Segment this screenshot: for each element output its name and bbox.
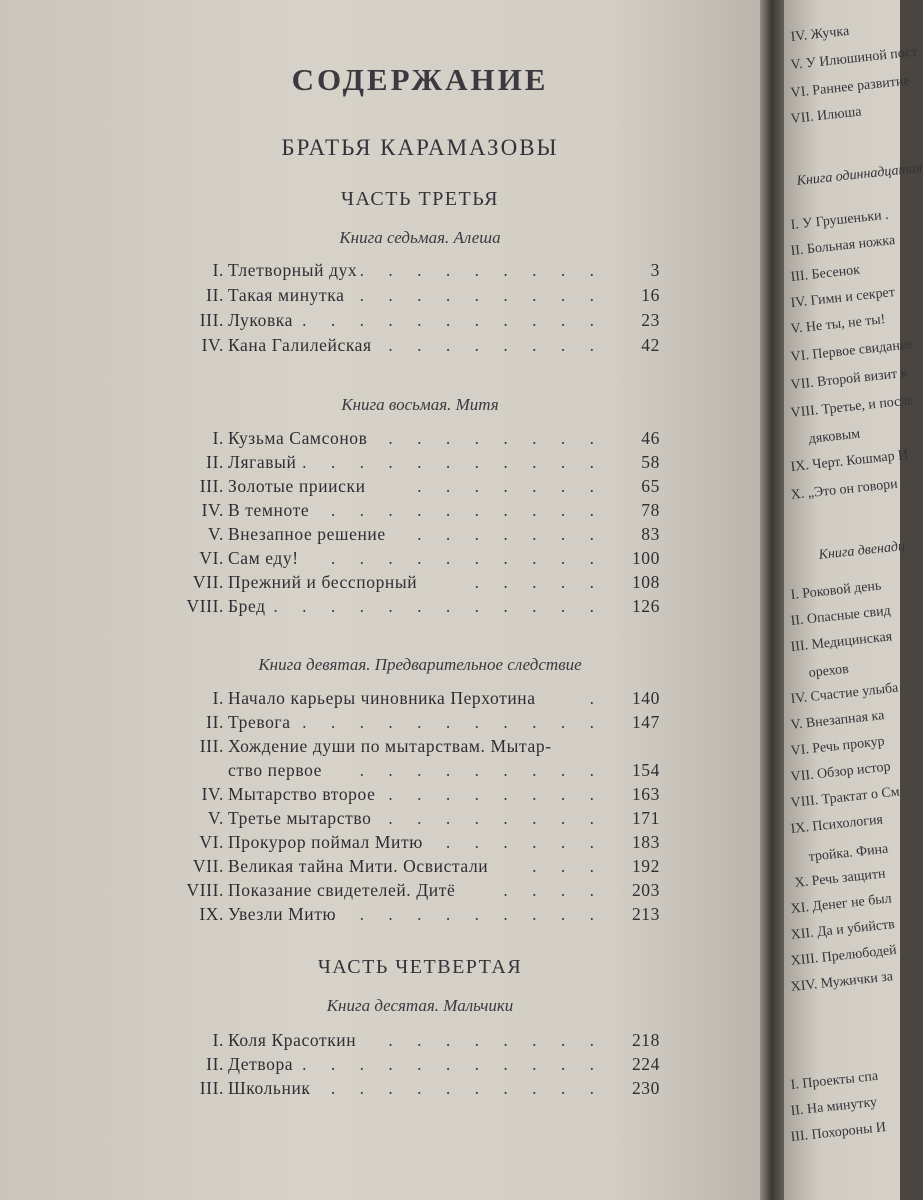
toc-entry: II. Детвора . . . . . . . . . . . 224 xyxy=(206,1054,660,1074)
facing-fragment: III. Похороны И xyxy=(790,1119,887,1145)
facing-fragment: дяковым xyxy=(808,426,861,447)
book-heading: Книга седьмая. Алеша xyxy=(339,228,501,247)
toc-entry: IV. Кана Галилейская . . . . . . . . 42 xyxy=(201,335,660,355)
facing-fragment: XIII. Прелюбодей xyxy=(790,942,898,969)
book-heading: Книга десятая. Мальчики xyxy=(326,996,514,1015)
facing-fragment: VI. Речь прокур xyxy=(790,734,886,759)
facing-fragment: II. Опасные свид xyxy=(790,603,892,629)
toc-entry: III. Золотые прииски . . . . . . . 65 xyxy=(199,476,660,496)
facing-fragment: XII. Да и убийств xyxy=(790,917,896,943)
facing-fragment: IV. Счастие улыба xyxy=(790,680,900,707)
toc-entry: VI. Сам еду! . . . . . . . . . . 100 xyxy=(199,548,660,568)
toc-entry: III. Хождение души по мытарствам. Мытар- xyxy=(199,736,552,756)
facing-fragment: X. Речь защитн xyxy=(794,866,887,891)
facing-fragment: VIII. Третье, и после xyxy=(790,393,915,421)
facing-fragment: I. У Грушеньки . xyxy=(790,207,890,233)
facing-fragment: VII. Второй визит к xyxy=(790,365,909,393)
toc-entry: V. Внезапное решение . . . . . . . 83 xyxy=(208,524,660,544)
part-heading: ЧАСТЬ ТРЕТЬЯ xyxy=(340,188,500,210)
facing-fragment: II. На минутку xyxy=(790,1094,878,1119)
facing-fragment: VIII. Трактат о См xyxy=(790,784,901,811)
book-heading: Книга девятая. Предварительное следствие xyxy=(258,655,582,674)
facing-fragment: орехов xyxy=(808,661,850,681)
facing-fragment: III. Бесенок xyxy=(790,262,861,285)
book-gutter xyxy=(760,0,786,1200)
book-page-right xyxy=(784,0,923,1200)
toc-entry: VIII. Показание свидетелей. Дитё . . . . 203 xyxy=(186,880,660,900)
facing-fragment: Книга одиннадцатая xyxy=(796,160,923,189)
toc-entry: VII. Великая тайна Мити. Освистали . . . 192 xyxy=(192,856,660,876)
toc-entry: I. Коля Красоткин . . . . . . . . 218 xyxy=(212,1030,660,1050)
facing-fragment: I. Роковой день xyxy=(790,578,882,603)
facing-fragment: XIV. Мужички за xyxy=(790,969,894,995)
toc-entry: I. Начало карьеры чиновника Перхотина . 140 xyxy=(212,688,660,708)
toc-entry: III. Луковка . . . . . . . . . . . 23 xyxy=(199,310,660,330)
toc-entry: II. Тревога . . . . . . . . . . . 147 xyxy=(206,712,660,732)
facing-fragment: I. Проекты спа xyxy=(790,1068,879,1093)
facing-fragment: VI. Раннее развитие xyxy=(790,73,911,101)
facing-fragment: V. Внезапная ка xyxy=(790,708,886,733)
toc-entry: II. Такая минутка . . . . . . . . . 16 xyxy=(206,285,660,305)
toc-entry: II. Лягавый . . . . . . . . . . . 58 xyxy=(206,452,660,472)
toc-entry: IX. Увезли Митю . . . . . . . . . . 213 xyxy=(199,904,660,924)
toc-entry: I. Кузьма Самсонов . . . . . . . . 46 xyxy=(212,428,660,448)
facing-fragment: IV. Гимн и секрет xyxy=(790,285,896,311)
book-heading: Книга восьмая. Митя xyxy=(341,395,499,414)
facing-fragment: IX. Черт. Кошмар И xyxy=(790,447,909,475)
toc-entry: IV. В темноте . . . . . . . . . . 78 xyxy=(201,500,660,520)
facing-fragment: III. Медицинская xyxy=(790,629,893,655)
toc-entry: VII. Прежний и бесспорный . . . . . 108 xyxy=(192,572,660,592)
facing-fragment: VI. Первое свидание xyxy=(790,337,915,365)
part-heading: ЧАСТЬ ЧЕТВЕРТАЯ xyxy=(317,956,523,978)
facing-fragment: тройка. Фина xyxy=(808,841,889,865)
toc-entry: ство первое . . . . . . . . . 154 xyxy=(228,760,660,780)
toc-entry: III. Школьник . . . . . . . . . . . 230 xyxy=(199,1078,660,1098)
toc-entry: V. Третье мытарство . . . . . . . . 171 xyxy=(208,808,660,828)
facing-fragment: V. Не ты, не ты! xyxy=(790,312,887,337)
contents-title: СОДЕРЖАНИЕ xyxy=(291,62,549,97)
facing-fragment: II. Больная ножка xyxy=(790,233,896,259)
facing-fragment: VII. Обзор истор xyxy=(790,759,892,785)
facing-fragment: X. „Это он говори xyxy=(790,476,899,503)
facing-fragment: VII. Илюша xyxy=(790,104,863,127)
facing-fragment: Книга двенадц xyxy=(818,538,906,563)
facing-fragment: IX. Психология xyxy=(790,812,884,837)
toc-entry: I. Тлетворный дух . . . . . . . . . 3 xyxy=(212,260,660,280)
toc-entry: VIII. Бред . . . . . . . . . . . . 126 xyxy=(186,596,660,616)
facing-fragment: XI. Денег не был xyxy=(790,891,893,917)
work-title: БРАТЬЯ КАРАМАЗОВЫ xyxy=(281,135,559,160)
toc-entry: IV. Мытарство второе . . . . . . . . 163 xyxy=(201,784,660,804)
toc-entry: VI. Прокурор поймал Митю . . . . . . 183 xyxy=(199,832,660,852)
facing-fragment: V. У Илюшиной пост xyxy=(790,44,919,73)
facing-fragment: IV. Жучка xyxy=(790,23,850,45)
